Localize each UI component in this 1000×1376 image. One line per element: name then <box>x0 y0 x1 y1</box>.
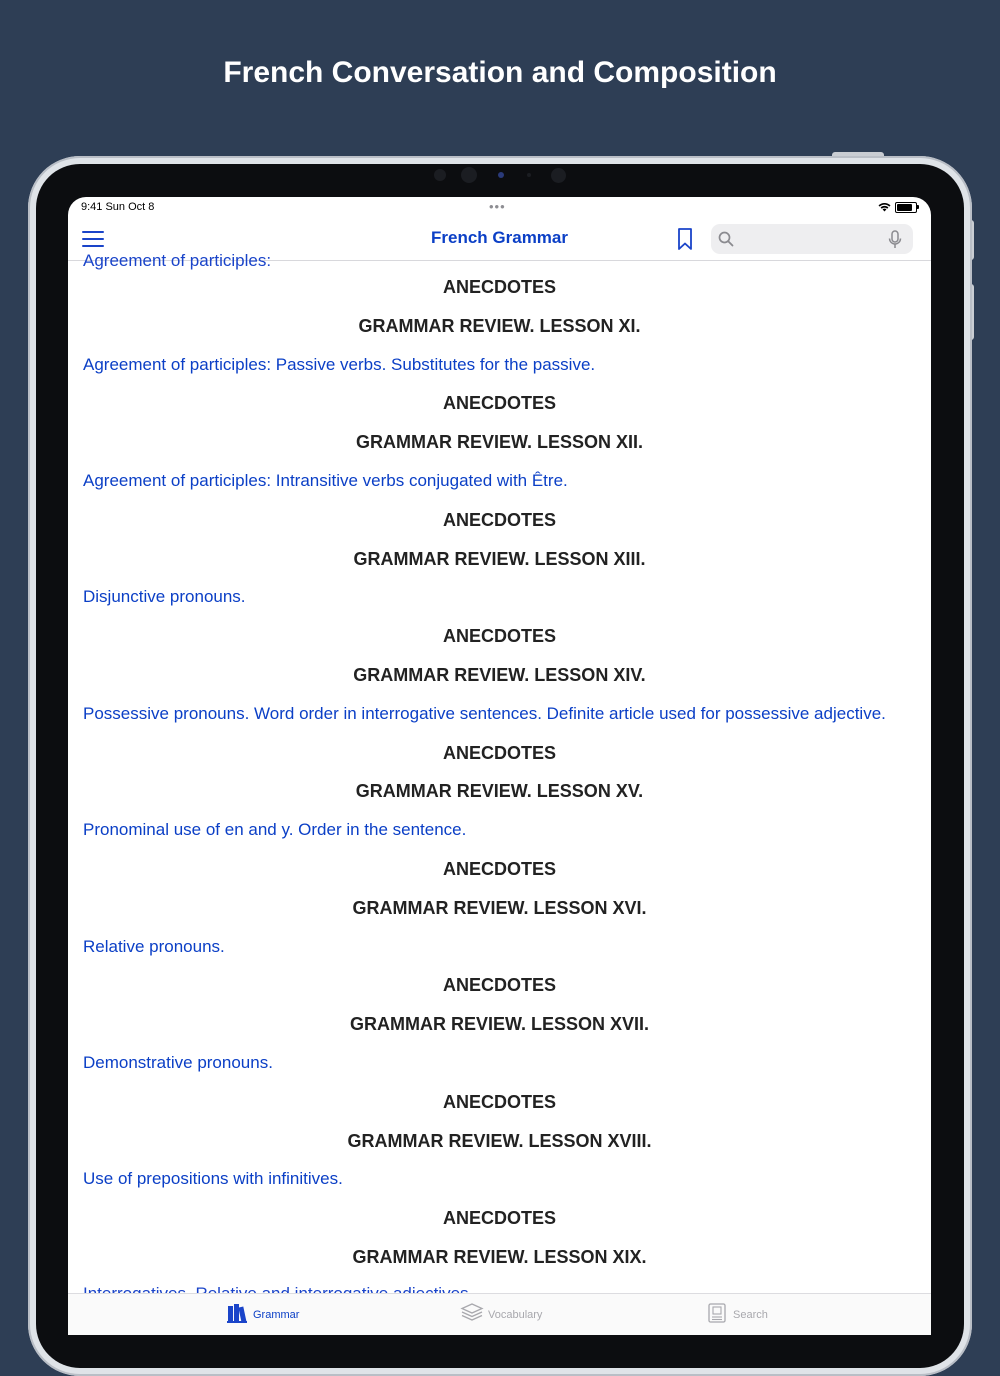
books-icon <box>227 1303 247 1323</box>
topic-link[interactable]: Demonstrative pronouns. <box>83 1053 273 1072</box>
tab-grammar[interactable] <box>208 1294 348 1335</box>
section-heading-anecdotes: ANECDOTES <box>442 393 556 414</box>
topic-link[interactable]: Agreement of participles: Passive verbs. Substitutes for the passive. <box>83 354 596 374</box>
tab-search-label: Search <box>733 1309 768 1321</box>
topic-link[interactable]: Disjunctive pronouns. <box>83 587 246 607</box>
topic-link[interactable]: Relative pronouns. <box>83 936 225 956</box>
section-heading-anecdotes: ANECDOTES <box>442 509 556 530</box>
section-heading-anecdotes: ANECDOTES <box>442 1208 556 1229</box>
tab-vocabulary-label: Vocabulary <box>488 1309 543 1321</box>
layers-icon <box>461 1303 483 1321</box>
multitasking-dots[interactable]: ••• <box>489 199 506 214</box>
section-heading-anecdotes: ANECDOTES <box>442 626 556 647</box>
camera-dot <box>498 172 504 178</box>
section-heading-anecdotes: ANECDOTES <box>442 859 556 879</box>
section-heading-lesson: GRAMMAR REVIEW. LESSON XIII. <box>353 548 646 569</box>
headline: French Conversation and Composition <box>223 56 777 89</box>
section-heading-lesson: GRAMMAR REVIEW. LESSON XVIII. <box>347 1130 652 1151</box>
tab-grammar-label: Grammar <box>253 1309 300 1321</box>
section-heading-lesson: GRAMMAR REVIEW. LESSON XI. <box>358 315 641 336</box>
document-search-icon <box>708 1303 726 1323</box>
microphone-icon[interactable] <box>888 230 902 249</box>
section-heading-lesson: GRAMMAR REVIEW. LESSON XII. <box>355 432 644 453</box>
section-heading-anecdotes: ANECDOTES <box>442 277 556 297</box>
tab-vocabulary[interactable] <box>448 1294 588 1335</box>
nav-title: French Grammar <box>431 228 568 247</box>
bookmark-icon[interactable] <box>674 227 696 251</box>
topic-link[interactable]: Pronominal use of en and y. Order in the sentence. <box>83 820 467 840</box>
camera-sensor <box>434 169 446 181</box>
status-time: 9:41 Sun Oct 8 <box>81 201 155 213</box>
status-bar <box>68 197 931 219</box>
clipped-link-top[interactable]: Agreement of participles: <box>83 251 272 270</box>
search-icon <box>718 231 734 247</box>
topic-link[interactable]: Possessive pronouns. Word order in interrogative sentences. Definite article used for possessive adjective. <box>83 703 886 723</box>
section-heading-lesson: GRAMMAR REVIEW. LESSON XIV. <box>353 665 646 685</box>
section-heading-anecdotes: ANECDOTES <box>442 742 556 763</box>
section-heading-lesson: GRAMMAR REVIEW. LESSON XVI. <box>352 897 647 918</box>
tab-bar <box>68 1293 931 1335</box>
battery-tip <box>917 205 919 209</box>
ambient-sensor <box>527 173 531 177</box>
section-heading-lesson: GRAMMAR REVIEW. LESSON XV. <box>355 781 644 802</box>
search-field[interactable] <box>711 224 913 254</box>
tab-search[interactable] <box>688 1294 828 1335</box>
search-input[interactable] <box>739 228 883 252</box>
app-screen <box>68 197 931 1334</box>
topic-link[interactable]: Agreement of participles: Intransitive verbs conjugated with Être. <box>83 471 568 490</box>
content-scroll[interactable] <box>68 251 931 1292</box>
wifi-icon <box>878 202 891 212</box>
front-camera <box>461 167 477 183</box>
section-heading-anecdotes: ANECDOTES <box>442 975 556 996</box>
section-heading-lesson: GRAMMAR REVIEW. LESSON XIX. <box>352 1247 647 1267</box>
face-sensor <box>551 168 566 183</box>
battery-icon <box>895 202 917 213</box>
topic-link[interactable]: Use of prepositions with infinitives. <box>83 1169 343 1189</box>
section-heading-anecdotes: ANECDOTES <box>442 1091 556 1112</box>
section-heading-lesson: GRAMMAR REVIEW. LESSON XVII. <box>349 1014 650 1035</box>
